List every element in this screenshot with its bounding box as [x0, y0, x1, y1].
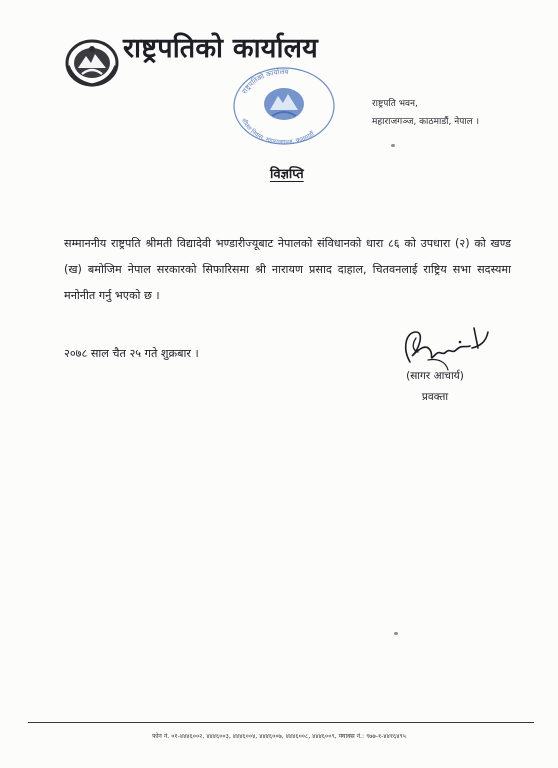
office-seal-icon — [232, 64, 336, 146]
notice-body: सम्माननीय राष्ट्रपति श्रीमती विद्यादेवी भण्डारीज्यूबाट नेपालको संविधानको धारा ८६ को उपधारा (२) को खण्ड (ख) बमोजिम नेपाल सरकारको सिफारिसमा श्री नारायण प्रसाद दाहाल, चितवनलाई राष्ट्रिय सभा सदस्यमा मनोनीत गर्नु भएको छ । — [64, 237, 511, 302]
office-name-heading: राष्ट्रपतिको कार्यालय — [123, 33, 318, 64]
footer-contact-line: फोन नं. ०१-४४४६००२, ४४४६००३, ४४४६००४, ४४४६००७, ४४४६००८, ४४४६००९, फ्याक्स नं.: ९७७-१-४४१६४९५ — [152, 733, 406, 740]
address-line-1: राष्ट्रपति भवन, — [372, 99, 418, 109]
notice-date: २०७८ साल चैत २५ गते शुक्रबार । — [64, 347, 199, 360]
address-line-2: महाराजगञ्ज, काठमाडौं, नेपाल । — [372, 117, 480, 127]
nepal-emblem-icon — [64, 38, 120, 88]
signatory-name: (सागर आचार्य) — [406, 370, 464, 382]
seal-text-top: राष्ट्रपतिको कार्यालय — [240, 67, 289, 96]
svg-text:शीतल निवास, महाराजगञ्ज, काठमाड — [240, 117, 316, 146]
footer-divider — [28, 722, 534, 723]
signatory-title: प्रवक्ता — [421, 391, 449, 403]
paper-speck — [394, 632, 398, 635]
seal-text-bottom: शीतल निवास, महाराजगञ्ज, काठमाडौं — [239, 117, 316, 146]
notice-title: विज्ञप्ति — [270, 167, 304, 182]
paper-speck — [391, 144, 395, 147]
